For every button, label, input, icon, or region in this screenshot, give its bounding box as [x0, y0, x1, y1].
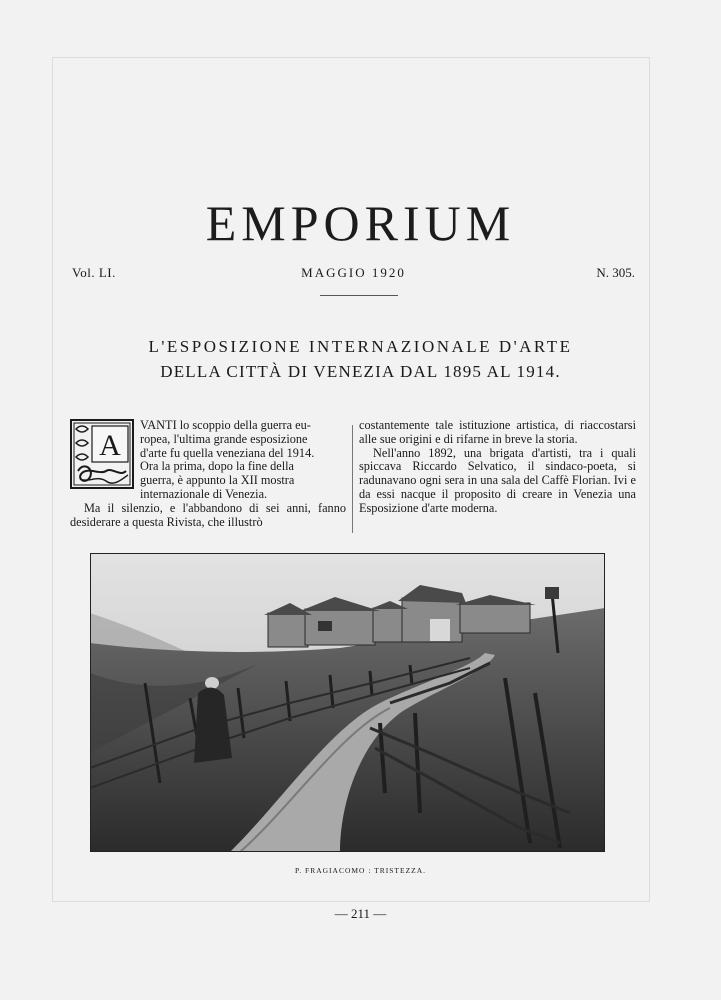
ornamental-drop-cap [70, 419, 134, 489]
issue-date: MAGGIO 1920 [301, 265, 406, 280]
landscape-painting-illustration [90, 553, 605, 852]
drop-cap-ornament-icon [70, 419, 134, 489]
right-para-1: costantemente tale istituzione artistica, di riaccostarsi alle sue origini e di rifarne in breve la storia. [359, 418, 636, 446]
article-title-line-2: DELLA CITTÀ DI VENEZIA DAL 1895 AL 1914. [160, 362, 561, 381]
figure-caption: P. FRAGIACOMO : TRISTEZZA. [294, 866, 427, 875]
left-column [70, 419, 346, 529]
text-line: ropea, l'ultima grande esposizione [140, 431, 308, 446]
page-number: — 211 — [334, 906, 387, 921]
text-line: VANTI lo scoppio della guerra eu- [140, 418, 311, 432]
column-divider [352, 425, 353, 533]
article-body [70, 419, 636, 535]
drop-cap-letter: A [99, 429, 121, 462]
text-line: Ora la prima, dopo la fine della [140, 459, 294, 474]
masthead: EMPORIUM [205, 195, 516, 251]
painting-photograph [90, 553, 605, 852]
text-line: guerra, è appunto la XII mostra [140, 473, 295, 488]
issue-number: N. 305. [596, 265, 635, 280]
right-para-2: Nell'anno 1892, una brigata d'artisti, tra i quali spiccava Riccardo Selvatico, il sindaco-poeta, si radunavano ogni sera in una sala del Caffè Florian. Ivi e da essi nacque il proposito di creare in Venezia una Esposizione d'arte moderna. [359, 445, 636, 515]
volume-label: Vol. LI. [72, 265, 116, 280]
right-column [359, 419, 636, 516]
article-title-line-1: L'ESPOSIZIONE INTERNAZIONALE D'ARTE [148, 337, 573, 356]
text-line: d'arte fu quella veneziana del 1914. [140, 445, 315, 460]
header-rule [320, 295, 398, 296]
left-para-2: Ma il silenzio, e l'abbandono di sei anni, fanno desiderare a questa Rivista, che illustrò [70, 500, 346, 529]
text-line: internazionale di Venezia. [140, 486, 268, 501]
